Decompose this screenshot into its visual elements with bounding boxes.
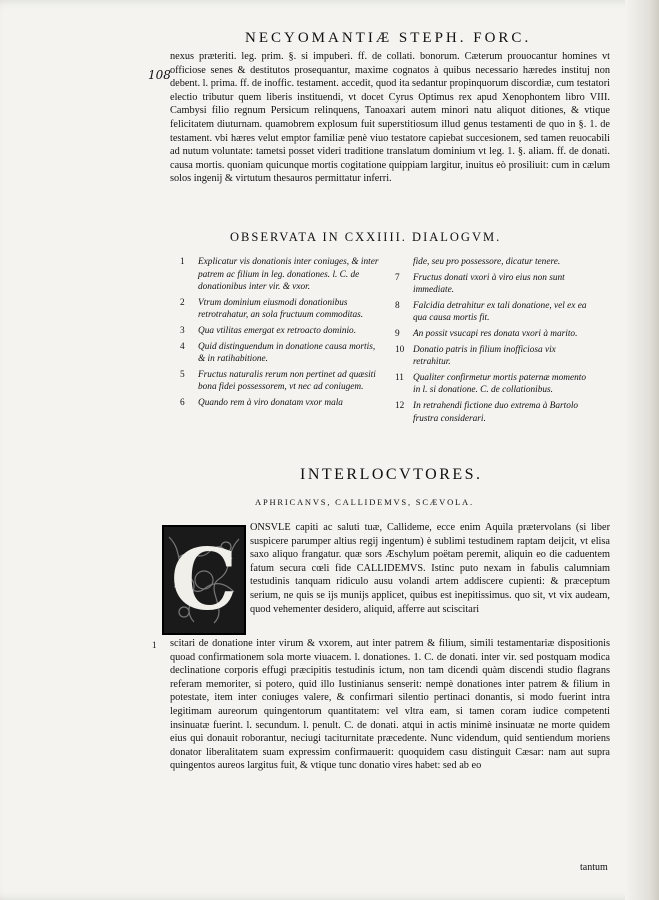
item-number: 8 (395, 300, 400, 311)
item-text: In retrahendi fictione duo extrema à Bartolo frustra considerari. (413, 400, 579, 424)
list-item (395, 344, 595, 369)
observata-right-column (395, 256, 595, 428)
item-text: Vtrum dominium eiusmodi donationibus retrotrahatur, an sola fructuum commoditas. (198, 297, 364, 321)
speaker-names: APHRICANVS, CALLIDEMVS, SCÆVOLA. (255, 497, 474, 507)
top-paragraph (170, 50, 610, 220)
list-item (395, 300, 595, 325)
item-text: Quid distinguendum in donatione causa mortis, & in ratihabitione. (198, 341, 376, 365)
list-item (395, 400, 595, 425)
list-item (180, 325, 380, 338)
item-text: Qualiter confirmetur mortis paternæ momento in l. si donatione. C. de collationibus. (413, 372, 587, 396)
item-number: 5 (180, 369, 185, 380)
list-item (395, 328, 595, 341)
item-number: 9 (395, 328, 400, 339)
interlocutores-title: INTERLOCVTORES. (300, 466, 483, 483)
decorated-initial (162, 525, 246, 635)
page-number: 108 (148, 68, 171, 82)
item-number: 4 (180, 341, 185, 352)
list-item (180, 369, 380, 394)
list-item (180, 397, 380, 410)
item-text: Fructus naturalis rerum non pertinet ad quæsiti bona fidei possessorem, vt nec ad coniugem. (198, 369, 376, 393)
dialogue-body (170, 637, 610, 773)
item-number: 7 (395, 272, 400, 283)
item-number: 11 (395, 372, 404, 383)
observata-left-column (180, 256, 380, 413)
dialogue-opening-text: ONSVLE capiti ac saluti tuæ, Callideme, ecce enim Aquila prætervolans (si liber suspicere parumper altius regij ingentum) è sublimi testudinem raptam deijcit, vt elisa saxo aliquo frangatur. quæ sors Æschylum poëtam peremit, aliquin eo die caduentem fatum secura cœli fide CALLIDEMVS. Istinc puto nexam in fabulis calumniam testudinis tanquam ridiculo ausu volandi artem addiscere cupienti: & præceptum serium, ne quis se ijs munijs applicet, quibus est inepitissimus. quo sit, vt vix audeam, quod vehementer desidero, aliquid, afferre aut sciscitari (250, 522, 610, 615)
item-number: 1 (180, 257, 185, 267)
dialogue-opening (250, 521, 610, 616)
item-number: 3 (180, 325, 185, 336)
top-paragraph-text: nexus præteriti. leg. prim. §. si impuberi. ff. de collati. bonorum. Cæterum prouocantur homines vt officiose senes & destitutos prosequantur, maxime cognatos à quibus necessario hæredes instituj non debent. l. prima. ff. de inoffic. testament. accedit, quod ita sedantur propinquorum discordiæ, cum testatori electio tributur quem liberis instituendi, vt docet Cyrus Optimus rex apud Xenophontem libro VIII. Cambysi filio regnum Persicum relinquens, Tanoaxari autem minori natu aliquot ditiones, & vtique felicitatem diuturnam. quamobrem explosum fuit superstitiosum illud genus testamenti de quo in §. 1. de testament. vbi hæres velut emptor familiæ penè viuo testatore capiebat succesionem, sed tamen reuocabili ad nutum voluntate: tametsi posset videri traditione translatum dominium vt leg. 1. §. aliam. ff. de donati. causa mortis. quoniam quicunque mortis cogitatione quippiam largitur, inuitus eò prosiliuit: cum in cælum solos ingenij & virtutum thesauros permittatur inferri. (170, 51, 610, 185)
item-text: Fructus donati vxori à viro eius non sunt immediate. (413, 272, 565, 296)
item-number: 6 (180, 397, 185, 408)
item-number (395, 256, 413, 269)
initial-letter: C (170, 530, 238, 629)
item-number: 12 (395, 400, 405, 411)
list-item (180, 341, 380, 366)
list-item (395, 272, 595, 297)
running-head: NECYOMANTIÆ STEPH. FORC. (245, 30, 532, 46)
item-text: Explicatur vis donationis inter coniuges, & inter patrem ac filium in leg. donationes. l. C. de donationibus inter vir. & vxor. (198, 257, 379, 293)
observata-title: OBSERVATA IN CXXIIII. DIALOGVM. (230, 230, 502, 244)
item-text: Qua vtilitas emergat ex retroacto dominio. (198, 325, 357, 336)
list-item (180, 297, 380, 322)
item-text: Falcidia detrahitur ex tali donatione, vel ex ea qua causa mortis fit. (413, 300, 587, 324)
item-number: 10 (395, 344, 405, 355)
page-edge-shadow (625, 0, 659, 900)
list-item (180, 256, 380, 294)
catchword: tantum (580, 862, 608, 873)
item-text: fide, seu pro possessore, dicatur tenere. (413, 257, 561, 267)
item-text: An possit vsucapi res donata vxori à marito. (413, 328, 578, 339)
item-text: Donatio patris in filium inofficiosa vix retrahitur. (413, 344, 556, 368)
dialogue-body-text: scitari de donatione inter virum & vxorem, aut inter patrem & filium, simili testamentariæ dispositionis quoad confirmationem sola morte viuacem. l. donationes. 1. C. de donati. inter vir. sed postquam modica declinatione corporis effugi præcipitis testudinis ictum, non tam dicendi quàm discendi studio flagrans referam memoriter, si potero, quid illo Iustinianus senserit: nempè donationes inter patrem & filium in potestate, item inter coniuges valere, & confirmari silentio pertinaci donantis, si modo fuerint intra legitimam aureorum quingentorum quantitatem: vel vltra eam, si tamen coram iudice competenti insinuatæ fuerint. l. secundum. l. penult. C. de donati. atqui in actis minimè insinuatæ ne morte quidem eius qui donauit roborantur, neciugi taciturnitate præcedente. Nunc videndum, quid sentiendum moriens donator liberalitatem suam expressim confirmauerit: quoquidem casu distinguit Cæsar: nam aut supra quingentos aureos largitus fuit, & vtique tunc donatio vires habet: sed ab eo (170, 638, 610, 772)
item-text: Quando rem à viro donatam vxor mala (198, 397, 343, 408)
item-number: 2 (180, 297, 185, 308)
list-item (395, 372, 595, 397)
list-item (395, 256, 595, 269)
margin-note-number: 1 (152, 640, 157, 650)
